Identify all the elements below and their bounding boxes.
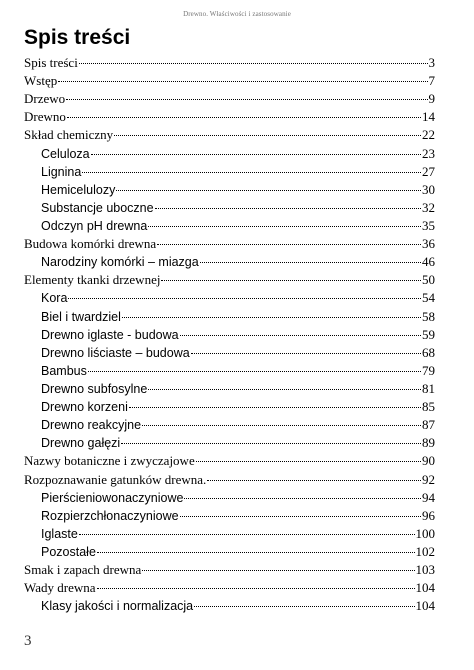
toc-entry[interactable] (24, 326, 435, 344)
toc-dot-leader (196, 461, 421, 462)
toc-entry-label: Odczyn pH drewna (41, 218, 148, 233)
toc-dot-leader (129, 407, 421, 408)
toc-dot-leader (148, 226, 421, 227)
toc-entry[interactable] (24, 271, 435, 289)
toc-entry-label: Iglaste (41, 526, 78, 541)
toc-entry[interactable] (24, 181, 435, 199)
toc-entry-label: Lignina (41, 164, 82, 179)
toc-entry-label: Rozpierzchłonaczyniowe (41, 508, 179, 523)
toc-entry-page: 59 (422, 326, 435, 342)
toc-entry-label: Spis treści (24, 55, 78, 70)
toc-entry[interactable] (24, 308, 435, 326)
toc-entry[interactable] (24, 362, 435, 380)
toc-entry-page: 58 (422, 308, 435, 324)
page-number: 3 (24, 633, 32, 649)
toc-entry[interactable] (24, 416, 435, 434)
toc-entry-page: 89 (422, 435, 435, 451)
toc-entry-label: Skład chemiczny (24, 127, 114, 143)
toc-dot-leader (191, 353, 421, 354)
toc-entry-label: Kora (41, 291, 68, 306)
toc-entry[interactable] (24, 471, 435, 489)
toc-entry-page: 103 (415, 562, 435, 578)
page-title: Spis treści (24, 26, 131, 49)
toc-entry-label: Drewno (24, 109, 66, 125)
toc-dot-leader (142, 570, 414, 571)
toc-entry[interactable] (24, 253, 435, 271)
toc-entry-page: 22 (422, 127, 435, 143)
toc-entry-label: Drewno korzeni (41, 400, 128, 415)
toc-entry-label: Rozpoznawanie gatunków drewna. (24, 471, 207, 487)
toc-entry-page: 23 (422, 145, 435, 161)
toc-entry[interactable] (24, 199, 435, 217)
toc-dot-leader (180, 335, 421, 336)
toc-entry-label: Drewno iglaste - budowa (41, 327, 179, 342)
toc-entry[interactable] (24, 597, 435, 615)
toc-dot-leader (116, 190, 421, 191)
toc-entry-label: Klasy jakości i normalizacja (41, 599, 194, 614)
toc-entry-label: Hemicelulozy (41, 182, 116, 197)
toc-entry-page: 27 (422, 163, 435, 179)
toc-entry-label: Pierścieniowonaczyniowe (41, 490, 184, 505)
toc-entry-page: 94 (422, 489, 435, 505)
toc-entry-label: Narodziny komórki – miazga (41, 255, 199, 270)
toc-entry-label: Wady drewna (24, 580, 96, 596)
toc-dot-leader (155, 208, 421, 209)
toc-entry[interactable] (24, 54, 435, 72)
running-header: Drewno. Właściwości i zastosowanie (183, 10, 291, 18)
toc-entry[interactable] (24, 525, 435, 543)
toc-entry-page: 100 (415, 525, 435, 541)
toc-entry-label: Substancje uboczne (41, 200, 154, 215)
toc-entry-page: 104 (415, 580, 435, 596)
toc-entry-page: 7 (428, 73, 435, 89)
toc-dot-leader (142, 425, 421, 426)
toc-entry-label: Wstęp (24, 73, 58, 89)
toc-entry-page: 87 (422, 417, 435, 433)
toc-entry[interactable] (24, 380, 435, 398)
toc-dot-leader (58, 81, 427, 82)
toc-dot-leader (207, 480, 421, 481)
toc-entry-page: 30 (422, 181, 435, 197)
toc-entry-label: Pozostałe (41, 544, 96, 559)
toc-entry[interactable] (24, 108, 435, 126)
toc-dot-leader (157, 244, 421, 245)
toc-entry[interactable] (24, 217, 435, 235)
toc-entry-page: 90 (422, 453, 435, 469)
toc-dot-leader (114, 135, 421, 136)
toc-dot-leader (148, 389, 421, 390)
toc-entry-label: Drewno reakcyjne (41, 418, 142, 433)
toc-entry-page: 9 (428, 91, 435, 107)
toc-entry-page: 96 (422, 507, 435, 523)
toc-dot-leader (91, 154, 421, 155)
toc-entry[interactable] (24, 145, 435, 163)
toc-entry-label: Smak i zapach drewna (24, 562, 142, 578)
toc-dot-leader (68, 298, 421, 299)
toc-entry-page: 102 (415, 543, 435, 559)
toc-entry-label: Budowa komórki drewna (24, 236, 157, 252)
toc-entry-page: 50 (422, 272, 435, 288)
toc-entry[interactable] (24, 235, 435, 253)
toc-dot-leader (82, 172, 421, 173)
toc-entry-page: 54 (422, 290, 435, 306)
toc-entry[interactable] (24, 452, 435, 470)
toc-entry[interactable] (24, 163, 435, 181)
toc-dot-leader (194, 606, 414, 607)
toc-dot-leader (97, 552, 415, 553)
toc-entry-page: 92 (422, 471, 435, 487)
toc-entry[interactable] (24, 90, 435, 108)
toc-entry[interactable] (24, 561, 435, 579)
toc-entry[interactable] (24, 579, 435, 597)
toc-entry-label: Biel i twardziel (41, 309, 121, 324)
toc-entry-page: 104 (415, 598, 435, 614)
toc-dot-leader (122, 317, 421, 318)
toc-entry-label: Nazwy botaniczne i zwyczajowe (24, 453, 195, 469)
toc-entry-page: 32 (422, 199, 435, 215)
toc-entry-label: Drzewo (24, 91, 66, 107)
toc-entry-page: 36 (422, 236, 435, 252)
toc-entry[interactable] (24, 126, 435, 144)
toc-entry-label: Elementy tkanki drzewnej (24, 272, 161, 288)
toc-entry-page: 46 (422, 254, 435, 270)
toc-dot-leader (79, 534, 415, 535)
toc-dot-leader (97, 588, 415, 589)
toc-entry-page: 14 (422, 109, 435, 125)
toc-entry[interactable] (24, 507, 435, 525)
toc-entry[interactable] (24, 489, 435, 507)
toc-entry-label: Drewno liściaste – budowa (41, 345, 190, 360)
toc-entry-page: 85 (422, 399, 435, 415)
toc-entry-page: 35 (422, 217, 435, 233)
toc-dot-leader (200, 262, 421, 263)
toc-entry-label: Drewno gałęzi (41, 436, 121, 451)
toc-entry-page: 68 (422, 344, 435, 360)
toc-dot-leader (121, 443, 421, 444)
toc-entry-label: Celuloza (41, 146, 90, 161)
toc-entry[interactable] (24, 344, 435, 362)
toc-entry[interactable] (24, 434, 435, 452)
toc-dot-leader (180, 516, 421, 517)
toc-dot-leader (184, 498, 421, 499)
toc-entry[interactable] (24, 72, 435, 90)
toc-entry[interactable] (24, 543, 435, 561)
toc-entry-page: 3 (428, 55, 435, 70)
toc-entry-page: 81 (422, 380, 435, 396)
toc-dot-leader (79, 63, 428, 64)
toc-dot-leader (161, 280, 421, 281)
toc-entry-page: 79 (422, 362, 435, 378)
toc-dot-leader (88, 371, 421, 372)
table-of-contents (24, 54, 435, 615)
toc-dot-leader (66, 99, 427, 100)
toc-entry[interactable] (24, 289, 435, 307)
toc-entry-label: Bambus (41, 363, 87, 378)
toc-entry[interactable] (24, 398, 435, 416)
toc-dot-leader (67, 117, 421, 118)
toc-entry-label: Drewno subfosylne (41, 381, 148, 396)
